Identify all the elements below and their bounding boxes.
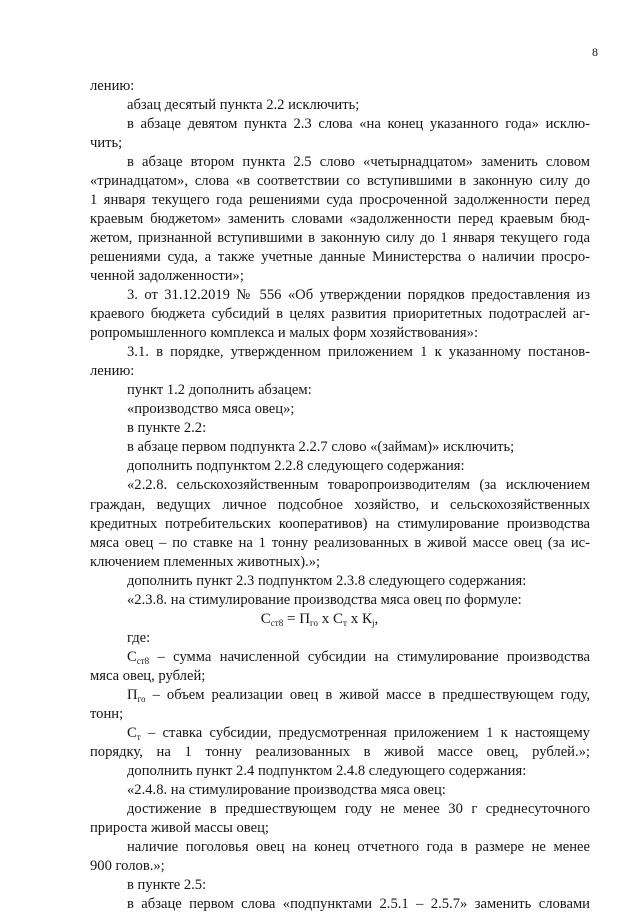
formula-times: х [346, 610, 362, 627]
text-line: ключением племенных животных).»; [90, 553, 321, 570]
text-line: в абзаце первом подпункта 2.2.7 слово «(займам)» исключить; [127, 439, 515, 456]
text-line: пункт 1.2 дополнить абзацем: [127, 382, 312, 399]
text-line: наличие поголовья овец на конец отчетного года в размере не менее [127, 838, 590, 855]
symbol-p-go: $П_{го}$ [127, 686, 146, 704]
text-line: 3.1. в порядке, утвержденном приложением 1 к указанному постанов- [127, 344, 590, 361]
text-line: тонн; [90, 705, 124, 722]
text-line: мяса овец, рублей; [90, 667, 206, 684]
definition-line: $С_т$ – ставка субсидии, предусмотренная приложением 1 к настоящему [127, 724, 590, 742]
formula-equals: = [283, 610, 300, 627]
formula-times: х [318, 610, 333, 627]
formula-c: $С_т$ [333, 610, 347, 628]
text-line: 900 голов.»; [90, 857, 165, 874]
text-line: граждан, ведущих личное подсобное хозяйство, и сельскохозяйственных [90, 496, 590, 513]
text-line: лению: [90, 78, 135, 94]
text-line: ченной задолженности»; [90, 268, 244, 285]
text-line: «2.4.8. на стимулирование производства мяса овец: [127, 781, 446, 798]
text-line: мяса овец – по ставке на 1 тонну реализованных в живой массе овец (за ис- [90, 534, 590, 551]
text-line: жетом, признанной вступившими в законную силу до 1 января текущего года [90, 230, 590, 247]
text-line: дополнить подпунктом 2.2.8 следующего содержания: [127, 458, 465, 475]
symbol-c-t: $С_т$ [127, 724, 141, 742]
text-line: дополнить пункт 2.4 подпунктом 2.4.8 следующего содержания: [127, 762, 527, 779]
text-line: дополнить пункт 2.3 подпунктом 2.3.8 следующего содержания: [127, 572, 527, 589]
text-line: в абзаце первом слова «подпунктами 2.5.1 – 2.5.7» заменить словами [127, 896, 590, 912]
text-line: 1 января текущего года решениями суда просроченной задолженности перед [90, 192, 590, 209]
text-line: в пункте 2.2: [127, 420, 207, 437]
text-line: «2.3.8. на стимулирование производства мяса овец по формуле: [127, 591, 522, 608]
text-line: абзац десятый пункта 2.2 исключить; [127, 97, 360, 114]
text-line: решениями суда, а также учетные данные Министерства о наличии просро- [90, 249, 590, 266]
text-line: краевым бюджетом» заменить словами «задолженности перед краевым бюд- [90, 211, 590, 228]
text-line: чить; [90, 135, 123, 152]
text-line: кредитных потребительских кооперативов) на стимулирование производства [90, 515, 590, 532]
text-line: порядку, на 1 тонну реализованных в живой массе овец, рублей.»; [90, 743, 590, 760]
formula [0, 611, 639, 628]
formula-end: , [374, 610, 379, 627]
symbol-s-st8: $С_{ст8}$ [127, 648, 150, 666]
text-line: прироста живой массы овец; [90, 819, 269, 836]
text-line: лению: [90, 363, 135, 380]
text-line: краевого бюджета субсидий в целях развития приоритетных подотраслей аг- [90, 306, 590, 323]
text-line: в абзаце девятом пункта 2.3 слова «на конец указанного года» исклю- [127, 116, 590, 133]
formula-p: $П_{го}$ [299, 610, 318, 628]
text-line: ропромышленного комплекса и малых форм хозяйствования»: [90, 325, 478, 342]
text-line: «2.2.8. сельскохозяйственным товаропроизводителям (за исключением [127, 477, 590, 494]
formula-lhs: $С_{ст8}$ [260, 610, 284, 628]
text-line: в абзаце втором пункта 2.5 слово «четырнадцатом» заменить словом [127, 154, 590, 171]
definition-line: $С_{ст8}$ – сумма начисленной субсидии на стимулирование производства [127, 648, 591, 666]
formula-k: $К_j$ [361, 610, 375, 628]
text-line: «производство мяса овец»; [127, 401, 295, 418]
text-line: в пункте 2.5: [127, 876, 207, 893]
text-line: где: [127, 629, 151, 646]
text-line: достижение в предшествующем году не менее 30 г среднесуточного [127, 800, 590, 817]
text-line: «тринадцатом», слова «в соответствии со вступившими в законную силу до [90, 173, 590, 190]
page-number: 8 [592, 45, 598, 59]
definition-line: $П_{го}$ – объем реализации овец в живой массе в предшествующем году, [127, 686, 590, 704]
text-line: 3. от 31.12.2019 № 556 «Об утверждении порядков предоставления из [127, 287, 590, 304]
